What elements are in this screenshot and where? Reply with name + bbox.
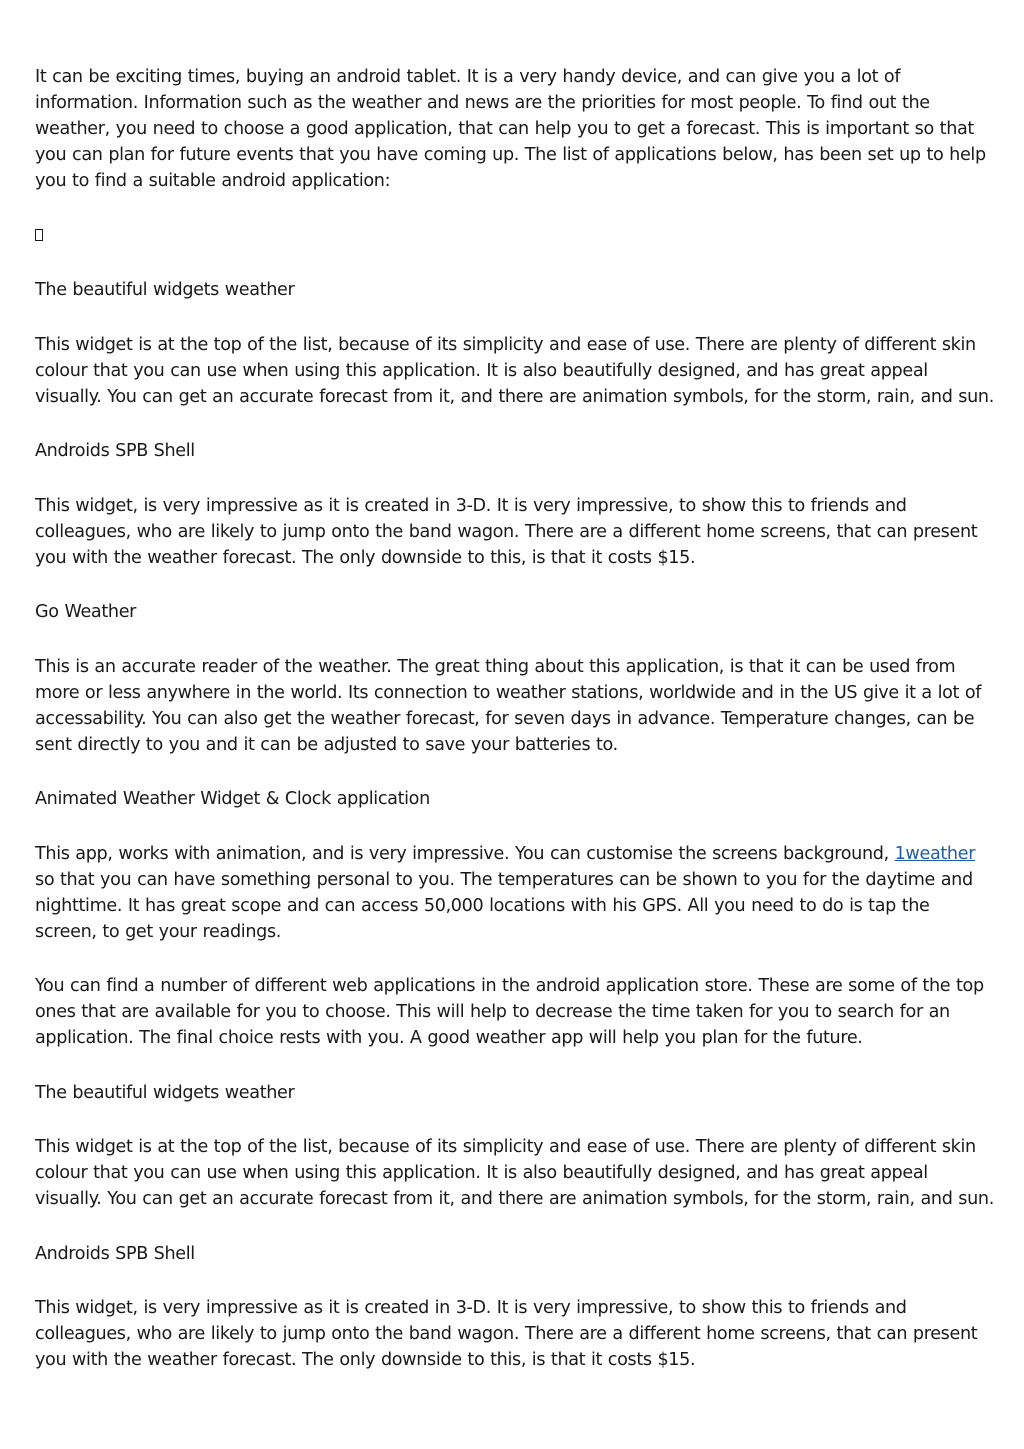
section-heading: Go Weather <box>35 602 137 622</box>
section-body: This widget, is very impressive as it is created in 3-D. It is very impressive, to show this to friends and colleagues, who are likely to jump onto the band wagon. There are a different home screens, that can present you with the weather forecast. The only downside to this, is that it costs $15. <box>35 495 978 568</box>
1weather-link[interactable]: 1weather <box>894 843 976 864</box>
intro-paragraph: It can be exciting times, buying an android tablet. It is a very handy device, and can give you a lot of information. Information such as the weather and news are the priorities for most people. To find out the weather, you need to choose a good application, that can help you to get a forecast. This is important so that you can plan for future events that you have coming up. The list of applications below, has been set up to help you to find a suitable android application: <box>35 67 986 191</box>
missing-glyph-icon <box>35 229 43 241</box>
section-heading: The beautiful widgets weather <box>35 1082 295 1103</box>
section-heading: The beautiful widgets weather <box>35 280 295 300</box>
section-body: This is an accurate reader of the weather. The great thing about this application, is that it can be used from more or less anywhere in the world. Its connection to weather stations, worldwide and in the US give it a lot of accessability. You can also get the weather forecast, for seven days in advance. Temperature changes, can be sent directly to you and it can be adjusted to save your batteries to. <box>35 656 982 755</box>
placeholder-glyph-row <box>35 223 995 249</box>
section-body: This widget is at the top of the list, because of its simplicity and ease of use. There are plenty of different skin colour that you can use when using this application. It is also beautifully designed, and has great appeal visually. You can get an accurate forecast from it, and there are animation symbols, for the storm, rain, and sun. <box>35 1137 994 1209</box>
section-heading: Animated Weather Widget & Clock application <box>35 789 430 809</box>
section-heading: Androids SPB Shell <box>35 441 195 461</box>
section-body-text: This app, works with animation, and is very impressive. You can customise the screens background, <box>35 843 895 864</box>
document-page <box>35 64 995 1402</box>
summary-paragraph: You can find a number of different web applications in the android application store. These are some of the top ones that are available for you to choose. This will help to decrease the time taken for you to search for an application. The final choice rests with you. A good weather app will help you plan for the future. <box>35 976 984 1048</box>
section-body <box>35 841 995 945</box>
section-heading: Androids SPB Shell <box>35 1243 195 1264</box>
section-body-text: so that you can have something personal to you. The temperatures can be shown to you for the daytime and nighttime. It has great scope and can access 50,000 locations with his GPS. All you need to do is tap the screen, to get your readings. <box>35 869 973 942</box>
section-body: This widget, is very impressive as it is created in 3-D. It is very impressive, to show this to friends and colleagues, who are likely to jump onto the band wagon. There are a different home screens, that can present you with the weather forecast. The only downside to this, is that it costs $15. <box>35 1298 978 1370</box>
section-body: This widget is at the top of the list, because of its simplicity and ease of use. There are plenty of different skin colour that you can use when using this application. It is also beautifully designed, and has great appeal visually. You can get an accurate forecast from it, and there are animation symbols, for the storm, rain, and sun. <box>35 334 994 407</box>
